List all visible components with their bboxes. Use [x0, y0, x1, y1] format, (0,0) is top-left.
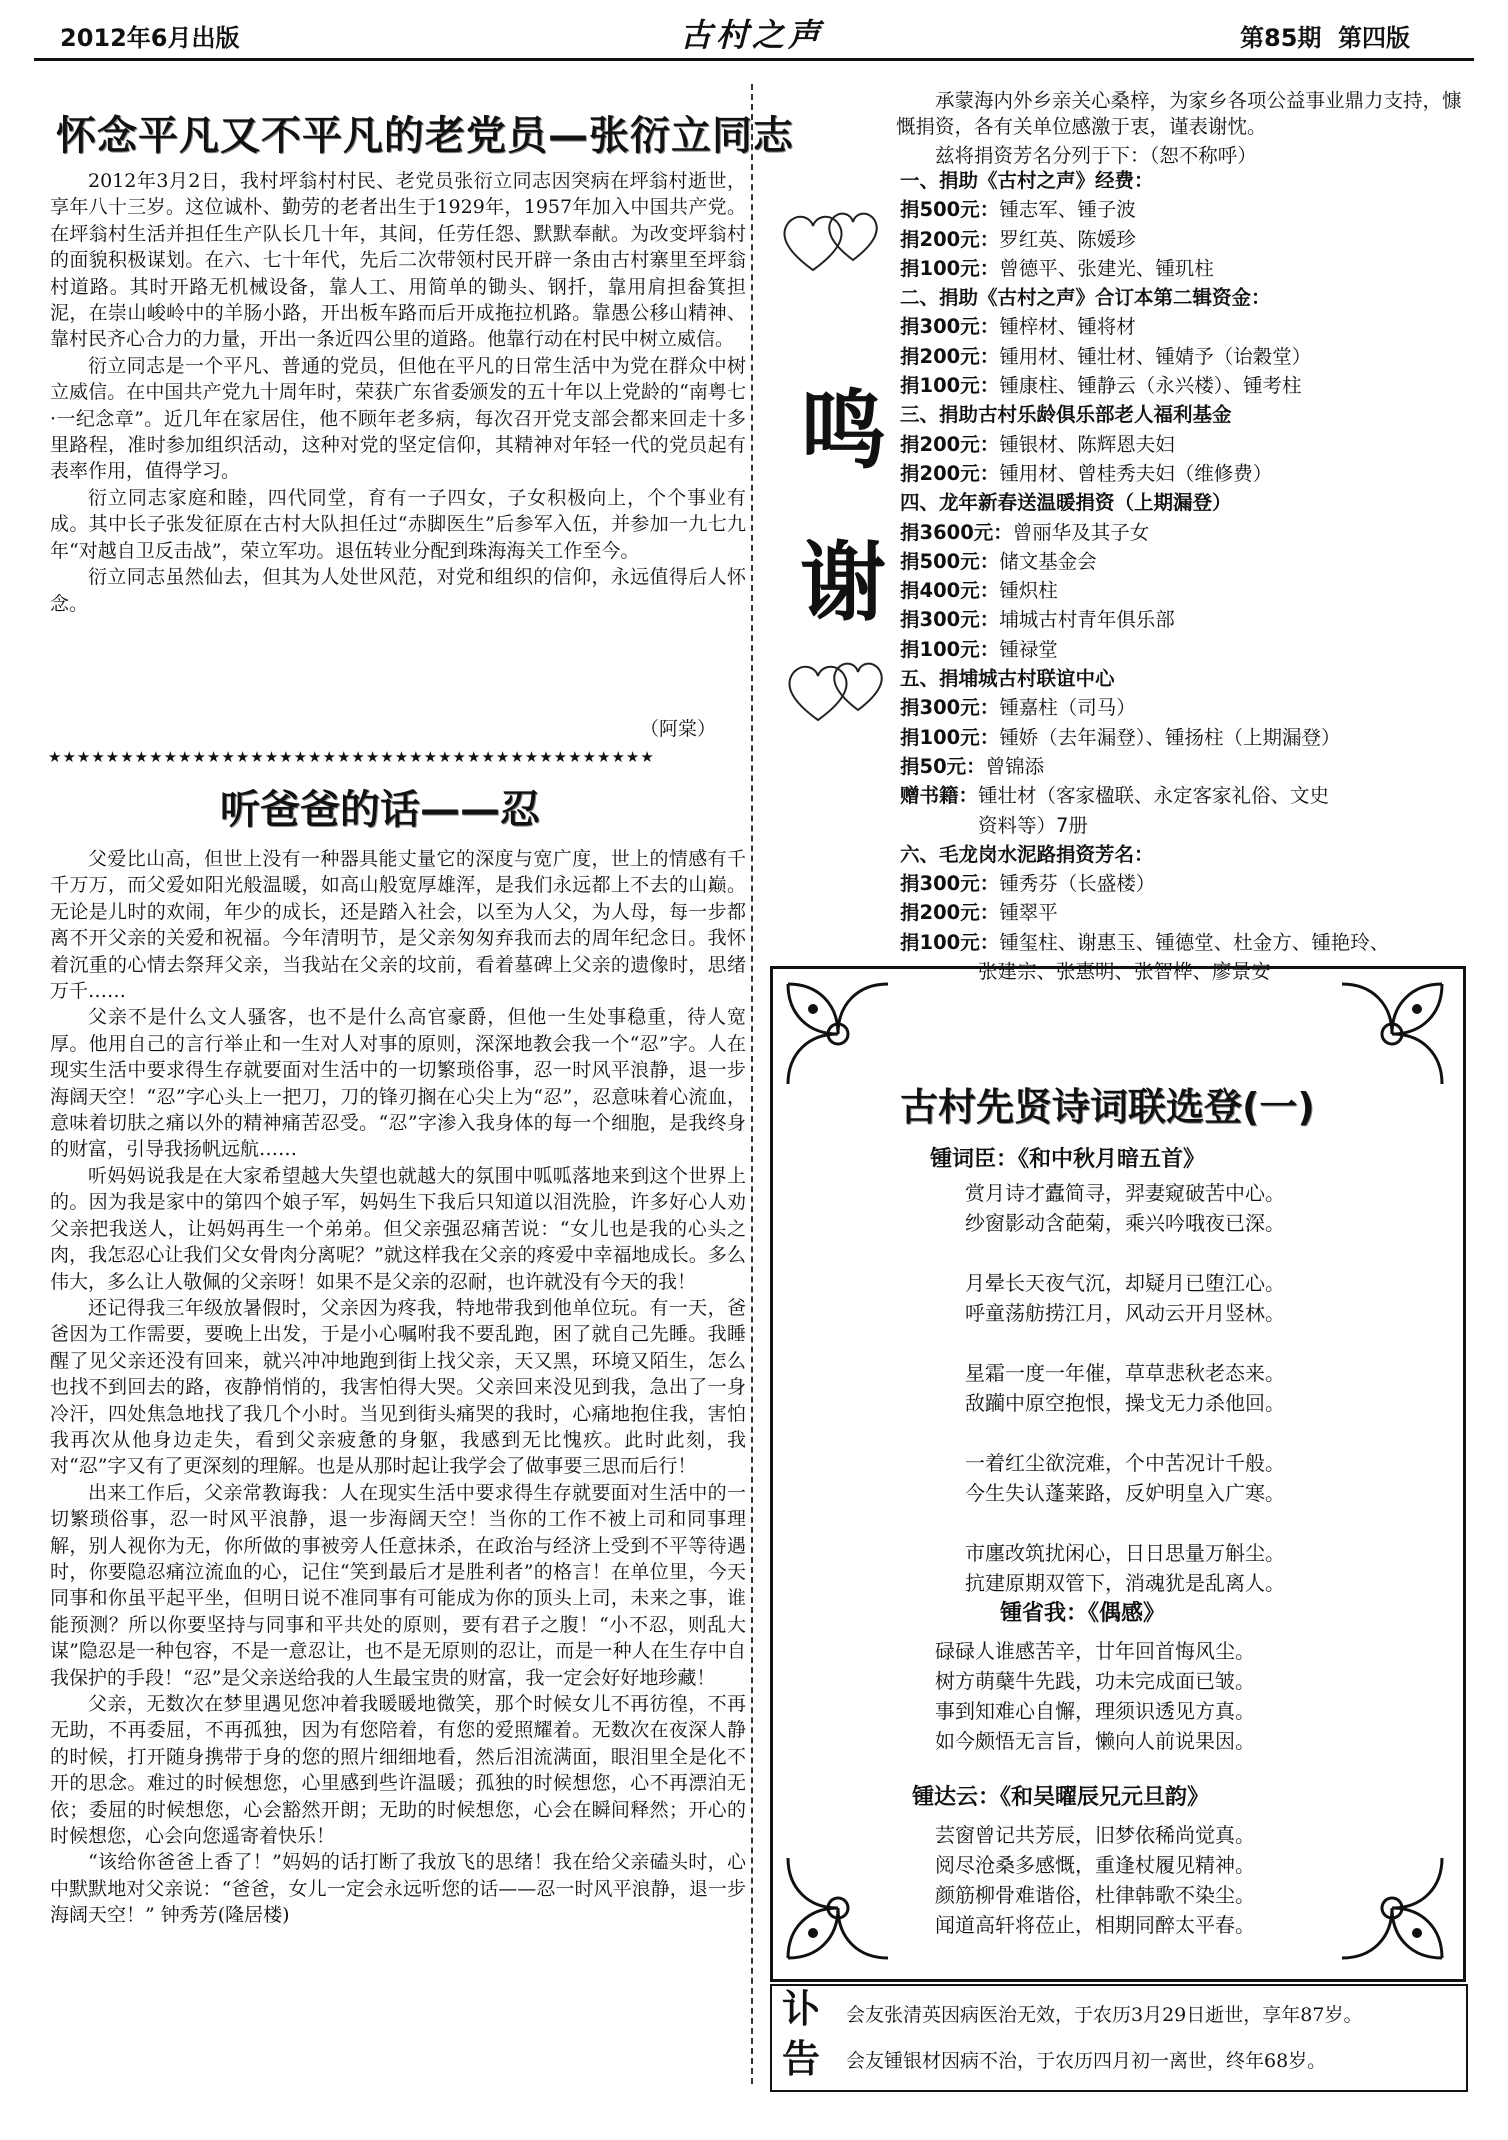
donation-line: 捐400元：锺炽柱 — [900, 579, 1058, 603]
poem-line — [965, 1328, 1285, 1358]
article2-paragraph: “该给你爸爸上香了！”妈妈的话打断了我放飞的思绪！我在给父亲磕头时，心中默默地对父亲说：“爸爸，女儿一定会永远听您的话——忍一时风平浪静，退一步海阔天空！” 钟秀芳(隆居楼) — [50, 1851, 746, 1927]
thanks-intro-note: 兹将捐资芳名分列于下：（恕不称呼） — [935, 144, 1257, 167]
poem-section-title: 古村先贤诗词联选登(一) — [900, 1085, 1315, 1129]
poem-block — [935, 1636, 1255, 1756]
article2-paragraph: 还记得我三年级放暑假时，父亲因为疼我，特地带我到他单位玩。有一天，爸爸因为工作需要，要晚上出发，于是小心嘱咐我不要乱跑，困了就自己先睡。我睡醒了见父亲还没有回来，就兴冲冲地跑到街上找父亲，天又黑，环境又陌生，怎么也找不到回去的路，夜静悄悄的，我害怕得大哭。父亲回来没见到我，急出了一身冷汗，四处焦急地找了我几个小时。当见到街头痛哭的我时，心痛地抱住我，害怕我再次从他身边走失，看到父亲疲惫的身躯，我感到无比愧疚。此时此刻，我对“忍”字又有了更深刻的理解。也是从那时起让我学会了做事要三思而后行！ — [50, 1296, 746, 1478]
poem-line — [965, 1418, 1285, 1448]
donation-line: 捐300元：锺嘉柱（司马） — [900, 696, 1136, 720]
poem-heading: 锺达云：《和吴曜辰兄元旦韵》 — [912, 1784, 1210, 1810]
donation-line: 捐3600元：曾丽华及其子女 — [900, 520, 1150, 544]
poem-line: 阅尽沧桑多感慨，重逢杖履见精神。 — [935, 1853, 1255, 1877]
article1-paragraph: 衍立同志家庭和睦，四代同堂，育有一子四女，子女积极向上，个个事业有成。其中长子张发征原在古村大队担任过“赤脚医生”后参军入伍，并参加一九七九年“对越自卫反击战”，荣立军功。退伍转业分配到珠海海关工作至今。 — [50, 486, 746, 562]
hearts-icon — [780, 650, 900, 730]
donation-line: 捐50元：曾锦添 — [900, 754, 1045, 778]
donation-line: 捐300元：锺秀芬（长盛楼） — [900, 872, 1156, 896]
page-number: 第四版 — [1338, 24, 1410, 52]
article2-paragraph: 父亲不是什么文人骚客，也不是什么高官豪爵，但他一生处事稳重，待人宽厚。他用自己的言行举止和一生对人对事的原则，深深地教会我一个“忍”字。人在现实生活中要求得生存就要面对生活中的一切繁琐俗事，忍一时风平浪静，退一步海阔天空！“忍”字心头上一把刀，刀的锋刃搁在心尖上为“忍”，忍意味着心流血，意味着切肤之痛以外的精神痛苦忍受。“忍”字渗入我身体的每一个细胞，是我终身的财富，引导我扬帆远航…… — [50, 1006, 746, 1161]
issue-number: 第85期 — [1240, 24, 1322, 52]
donation-line: 捐100元：锺玺柱、谢惠玉、锺德堂、杜金方、锺艳玲、 — [900, 930, 1390, 954]
poem-line: 星霜一度一年催，草草悲秋老态来。 — [965, 1361, 1285, 1385]
donation-line: 捐300元：锺梓材、锺将材 — [900, 315, 1136, 339]
donation-line: 赠书籍：锺壮材（客家楹联、永定客家礼俗、文史 — [900, 784, 1330, 808]
article2-body — [50, 846, 746, 1929]
poem-line: 树方萌蘖牛先践，功未完成面已皱。 — [935, 1669, 1255, 1693]
poem-line: 芸窗曾记共芳辰，旧梦依稀尚觉真。 — [935, 1823, 1255, 1847]
donation-line: 捐200元：罗红英、陈媛珍 — [900, 227, 1136, 251]
poem-line: 呼童荡舫捞江月，风动云开月竖林。 — [965, 1301, 1285, 1325]
poem-line: 抗建原期双管下，消魂犹是乱离人。 — [965, 1571, 1285, 1595]
donation-line: 捐200元：锺银材、陈辉恩夫妇 — [900, 432, 1175, 456]
donation-line: 捐100元：锺康柱、锺静云（永兴楼）、锺考柱 — [900, 374, 1302, 398]
corner-ornament-icon — [1322, 974, 1452, 1104]
thanks-char-1: 鸣 — [800, 380, 886, 481]
header-rule — [34, 58, 1474, 61]
article1-body — [50, 168, 746, 617]
poem-heading: 锺省我：《偶感》 — [1000, 1600, 1166, 1626]
poem-block — [965, 1178, 1285, 1598]
donation-line: 二、捐助《古村之声》合订本第二辑资金： — [900, 286, 1271, 310]
issue-date: 2012年6月出版 — [60, 24, 240, 52]
thanks-intro: 承蒙海内外乡亲关心桑梓，为家乡各项公益事业鼎力支持，慷慨捐资，各有关单位感激于衷，谨表谢忱。 — [896, 89, 1462, 138]
donation-line: 一、捐助《古村之声》经费： — [900, 169, 1154, 192]
poem-line — [965, 1508, 1285, 1538]
donation-line: 捐200元：锺用材、锺壮材、锺婧予（诒穀堂） — [900, 344, 1312, 368]
poem-line — [965, 1238, 1285, 1268]
donation-line: 五、捐埔城古村联谊中心 — [900, 667, 1115, 691]
article2-title: 听爸爸的话——忍 — [220, 787, 540, 833]
thanks-char-2: 谢 — [800, 532, 886, 633]
poem-line: 月晕长天夜气沉，却疑月已堕江心。 — [965, 1271, 1285, 1295]
article2-paragraph: 出来工作后，父亲常教诲我：人在现实生活中要求得生存就要面对生活中的一切繁琐俗事，忍一时风平浪静，退一步海阔天空！当你的工作不被上司和同事理解，别人视你为无，你所做的事被旁人任意抹杀，在政治与经济上受到不平等待遇时，你要隐忍痛泣流血的心，记住“笑到最后才是胜利者”的格言！在单位里，今天同事和你虽平起平坐，但明日说不准同事有可能成为你的顶头上司，未来之事，谁能预测？所以你要坚持与同事和平共处的原则，要有君子之腹！“小不忍，则乱大谋”隐忍是一种包容，不是一意忍让，也不是无原则的忍让，而是一种人在生存中自我保护的手段！“忍”是父亲送给我的人生最宝贵的财富，我一定会好好地珍藏！ — [50, 1481, 746, 1689]
donation-line: 六、毛龙岗水泥路捐资芳名： — [900, 842, 1154, 866]
article1-author: （阿棠） — [640, 718, 717, 740]
newspaper-name: 古村之声 — [680, 16, 825, 54]
poem-block — [935, 1820, 1255, 1940]
donation-line: 捐100元：锺娇（去年漏登）、锺扬柱（上期漏登） — [900, 725, 1341, 749]
corner-ornament-icon — [778, 1838, 908, 1968]
donation-line: 捐300元：埔城古村青年俱乐部 — [900, 608, 1175, 632]
donation-line: 捐500元：锺志军、锺子波 — [900, 198, 1136, 222]
donation-line: 捐200元：锺用材、曾桂秀夫妇（维修费） — [900, 461, 1273, 485]
poem-line: 纱窗影动含葩菊，乘兴吟哦夜已深。 — [965, 1211, 1285, 1235]
obituary-line: 会友张清英因病医治无效，于农历3月29日逝世，享年87岁。 — [846, 2004, 1363, 2026]
article2-paragraph: 听妈妈说我是在大家希望越大失望也就越大的氛围中呱呱落地来到这个世界上的。因为我是家中的第四个娘子军，妈妈生下我后只知道以泪洗脸，许多好心人劝父亲把我送人，让妈妈再生一个弟弟。但父亲强忍痛苦说：“女儿也是我的心头之肉，我怎忍心让我们父女骨肉分离呢？”就这样我在父亲的疼爱中幸福地成长。多么伟大，多么让人敬佩的父亲呀！如果不是父亲的忍耐，也许就没有今天的我！ — [50, 1164, 746, 1293]
poem-line: 一着红尘欲浣难，个中苦况计千般。 — [965, 1451, 1285, 1475]
poem-line: 今生失认蓬莱路，反妒明皇入广寒。 — [965, 1481, 1285, 1505]
obituary-line: 会友锺银材因病不治，于农历四月初一离世，终年68岁。 — [846, 2050, 1327, 2072]
donation-line: 捐500元：储文基金会 — [900, 549, 1097, 573]
column-separator — [751, 84, 753, 2084]
donation-line: 捐100元：锺禄堂 — [900, 637, 1058, 661]
corner-ornament-icon — [1322, 1838, 1452, 1968]
article1-paragraph: 衍立同志是一个平凡、普通的党员，但他在平凡的日常生活中为党在群众中树立威信。在中国共产党九十周年时，荣获广东省委颁发的五十年以上党龄的“南粤七·一纪念章”。近几年在家居住，他不顾年老多病，每次召开党支部会都来回走十多里路程，准时参加组织活动，这种对党的坚定信仰，其精神对年轻一代的党员起有表率作用，值得学习。 — [50, 354, 746, 483]
poem-line: 事到知难心自懈，理须识透见方真。 — [935, 1699, 1255, 1723]
poem-heading: 锺词臣：《和中秋月暗五首》 — [930, 1146, 1206, 1172]
donation-line: 捐200元：锺翠平 — [900, 901, 1058, 925]
obituary-label-bottom: 告 — [782, 2036, 821, 2081]
article2-paragraph: 父亲，无数次在梦里遇见您冲着我暖暖地微笑，那个时候女儿不再彷徨，不再无助，不再委屈，不再孤独，因为有您陪着，有您的爱照耀着。无数次在夜深人静的时候，打开随身携带于身的您的照片细细地看，然后泪流满面，眼泪里全是化不开的思念。难过的时候想您，心里感到些许温暖；孤独的时候想您，心不再漂泊无依；委屈的时候想您，心会豁然开朗；无助的时候想您，心会在瞬间释然；开心的时候想您，心会向您遥寄着快乐！ — [50, 1693, 746, 1848]
poem-line: 市廛改筑扰闲心，日日思量万斛尘。 — [965, 1541, 1285, 1565]
section-divider: ★★★★★★★★★★★★★★★★★★★★★★★★★★★★★★★★★★★★★★★★★★ — [48, 748, 655, 766]
poem-line: 赏月诗才蠹简寻，羿妻窥破苦中心。 — [965, 1181, 1285, 1205]
donation-line: 三、捐助古村乐龄俱乐部老人福利基金 — [900, 403, 1232, 427]
poem-line: 如今颇悟无言旨，懒向人前说果因。 — [935, 1729, 1255, 1753]
donation-line: 四、龙年新春送温暖捐资（上期漏登） — [900, 491, 1232, 515]
article1-title: 怀念平凡又不平凡的老党员—张衍立同志 — [56, 113, 794, 159]
poem-line: 闻道高轩将莅止，相期同醉太平春。 — [935, 1913, 1255, 1937]
donation-line: 张建宗、张惠明、张智桦、廖景安 — [900, 960, 1271, 984]
article2-paragraph: 父爱比山高，但世上没有一种器具能丈量它的深度与宽广度，世上的情感有千千万万，而父爱如阳光般温暖，如高山般宽厚雄浑，是我们永远都上不去的山巅。无论是儿时的欢闹，年少的成长，还是踏入社会，以至为人父，为人母，每一步都离不开父亲的关爱和祝福。今年清明节，是父亲匆匆弃我而去的周年纪念日。我怀着沉重的心情去祭拜父亲，当我站在父亲的坟前，看着墓碑上父亲的遗像时，思绪万千…… — [50, 848, 746, 1003]
obituary-label-top: 讣 — [782, 1986, 821, 2031]
donation-line: 捐100元：曾德平、张建光、锺玑柱 — [900, 256, 1214, 280]
article1-paragraph: 2012年3月2日，我村坪翁村村民、老党员张衍立同志因突病在坪翁村逝世，享年八十三岁。这位诚朴、勤劳的老者出生于1929年，1957年加入中国共产党。在坪翁村生活并担任生产队长几十年，其间，任劳任怨、默默奉献。为改变坪翁村的面貌积极谋划。在六、七十年代，先后二次带领村民开辟一条由古村寨里至坪翁村道路。其时开路无机械设备，靠人工、用简单的锄头、钢扦，靠用肩担畚箕担泥，在崇山峻岭中的羊肠小路，开出板车路而后开成拖拉机路。靠愚公移山精神、靠村民齐心合力的力量，开出一条近四公里的道路。他靠行动在村民中树立威信。 — [50, 170, 746, 351]
article1-paragraph: 衍立同志虽然仙去，但其为人处世风范，对党和组织的信仰，永远值得后人怀念。 — [50, 566, 746, 615]
hearts-icon — [775, 200, 895, 280]
poem-line: 颜筋柳骨难谐俗，杜律韩歌不染尘。 — [935, 1883, 1255, 1907]
poem-line: 敌躏中原空抱恨，操戈无力杀他回。 — [965, 1391, 1285, 1415]
poem-line: 碌碌人谁感苦辛，廿年回首悔风尘。 — [935, 1639, 1255, 1663]
donation-line: 资料等）7册 — [900, 813, 1088, 837]
corner-ornament-icon — [778, 974, 908, 1104]
donation-list — [900, 166, 1470, 986]
